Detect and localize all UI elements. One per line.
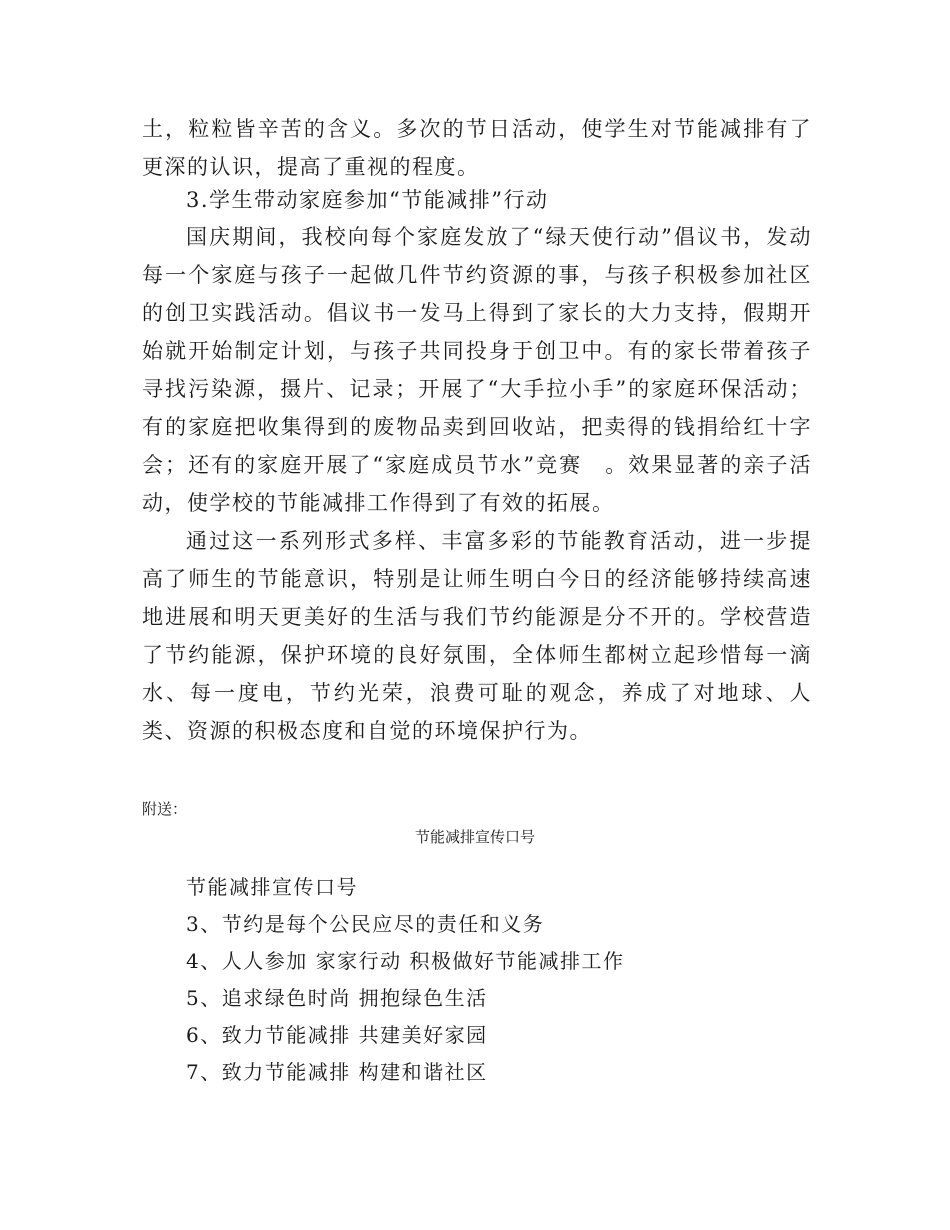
slogan-heading: 节能减排宣传口号 (186, 875, 358, 899)
appendix-title: 节能减排宣传口号 (414, 828, 535, 846)
appendix-label: 附送： (142, 800, 188, 818)
paragraph-continuation: 土，粒粒皆辛苦的含义。多次的节日活动，使学生对节能减排有了更深的认识，提高了重视的程度。 (142, 117, 812, 179)
section-heading: 3.学生带动家庭参加“节能减排”行动 (186, 188, 549, 212)
slogan-item: 4、人人参加 家家行动 积极做好节能减排工作 (186, 949, 625, 973)
slogan-item: 5、追求绿色时尚 拥抱绿色生活 (186, 986, 488, 1010)
paragraph-summary: 通过这一系列形式多样、丰富多彩的节能教育活动，进一步提高了师生的节能意识，特别是让师生明白今日的经济能够持续高速地进展和明天更美好的生活与我们节约能源是分不开的。学校营造了节约能源，保护环境的良好氛围，全体师生都树立起珍惜每一滴水、每一度电，节约光荣，浪费可耻的观念，养成了对地球、人类、资源的积极态度和自觉的环境保护行为。 (142, 529, 812, 743)
paragraph-family-action: 国庆期间，我校向每个家庭发放了“绿天使行动”倡议书，发动每一个家庭与孩子一起做几件节约资源的事，与孩子积极参加社区的创卫实践活动。倡议书一发马上得到了家长的大力支持，假期开始就开始制定计划，与孩子共同投身于创卫中。有的家长带着孩子寻找污染源，摄片、记录；开展了“大手拉小手”的家庭环保活动；有的家庭把收集得到的废物品卖到回收站，把卖得的钱捐给红十字会；还有的家庭开展了“家庭成员节水”竞赛 。效果显著的亲子活动，使学校的节能减排工作得到了有效的拓展。 (142, 225, 812, 515)
slogan-list (186, 869, 624, 1091)
slogan-item: 7、致力节能减排 构建和谐社区 (186, 1060, 488, 1084)
slogan-item: 3、节约是每个公民应尽的责任和义务 (186, 912, 545, 936)
slogan-item: 6、致力节能减排 共建美好家园 (186, 1023, 488, 1047)
